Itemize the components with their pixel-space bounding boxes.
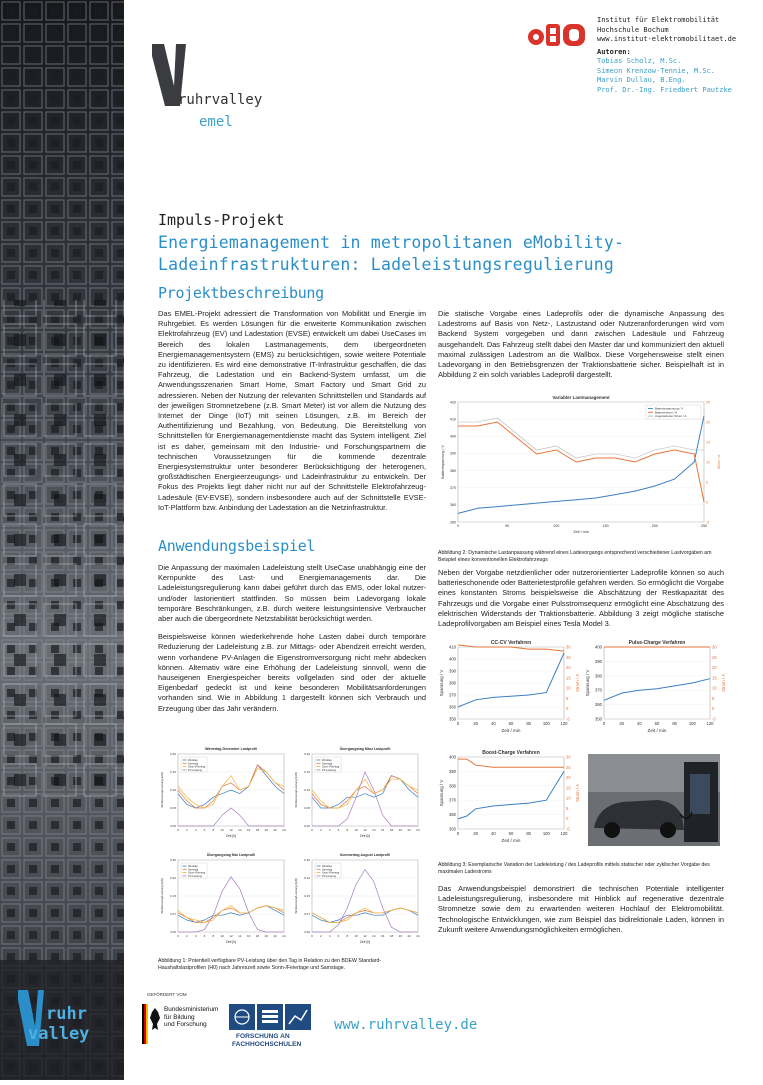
- heading-anwendungsbeispiel: Anwendungsbeispiel: [158, 537, 316, 555]
- x-tick-label: 100: [688, 721, 696, 726]
- y2-tick-label: 15: [566, 675, 571, 681]
- anwendung-text-1: Die Anpassung der maximalen Ladeleistung stellt UseCase unabhängig eine der Kernpunkte des Last- und Energiemanagements dar. Die Ladeleistungsregulierung kann dabei geführt durch das EMS, oder lokal nutzer- und/oder lastorientiert stattfinden. So müssen beim Ladevorgang lokale temporäre Beschränkungen, z.B. durch weitere leistungsintensive Verbraucher aber auch die übergeordnete Netzstabilität berücksichtigt werden.: [158, 563, 426, 624]
- x-tick-label: 8: [212, 934, 215, 938]
- legend: [181, 757, 207, 772]
- y-tick-label: 0.00: [170, 824, 176, 829]
- x-tick-label: 14: [372, 934, 376, 938]
- x-tick-label: 10: [354, 934, 358, 938]
- legend-entry: Sonn-/Feiertag: [322, 871, 340, 875]
- y-tick-label: 380: [449, 680, 456, 686]
- y-tick-label: 0.15: [170, 894, 176, 899]
- x-tick-label: 6: [203, 934, 206, 938]
- x-tick-label: 24: [282, 828, 286, 832]
- right-paragraph-2: Neben der Vorgabe netzdienlicher oder nutzerorientierter Ladeprofile können so auch batterieschonende oder Batterietestprofile gefahren werden. So ermöglicht die Vorgabe eines konstanten Stroms beispielsweise die Abschätzung der Restkapazität des Fahrzeugs und die Vorgabe einer Pulsstromsequenz ermöglicht eine Abschätzung des elektrischen Widerstands der Traktionsbatterie. Abbildung 3 zeigt mögliche statische Ladeprofilvorgaben am Beispiel eines Tesla Model 3.: [438, 568, 724, 629]
- y-tick-label: 0.30: [170, 858, 176, 863]
- x-tick-label: 250: [701, 524, 707, 528]
- x-tick-label: 0: [602, 721, 606, 726]
- ebo-logo-icon: [527, 20, 589, 48]
- y-tick-label: 380: [595, 673, 602, 679]
- x-tick-label: 8: [212, 828, 215, 832]
- figure-1-charts: [158, 742, 426, 954]
- x-tick-label: 2: [185, 828, 188, 832]
- legend-entry: PV-Leistung: [188, 768, 202, 772]
- x-tick-label: 14: [238, 934, 242, 938]
- y-tick-label: 0.15: [170, 770, 176, 775]
- photo-screen: [690, 774, 710, 814]
- x-tick-label: 16: [380, 934, 385, 938]
- y2-tick-label: 5: [566, 695, 569, 701]
- x-tick-label: 10: [354, 828, 358, 832]
- bmbf-line2: für Bildung: [164, 1013, 195, 1021]
- x-tick-label: 60: [508, 831, 514, 836]
- y-tick-label: 0.00: [304, 930, 310, 935]
- legend-entry: Werktag: [322, 759, 332, 762]
- author-4: Prof. Dr.-Ing. Friedbert Pautzke: [597, 85, 732, 94]
- chart-title: Sommertag August Lastprofil: [339, 853, 391, 857]
- y-tick-label: 0.07: [304, 912, 310, 917]
- chart-title: Wintertag Dezember Lastprofil: [204, 747, 258, 751]
- x-tick-label: 60: [654, 721, 660, 726]
- fh-logo: [229, 1004, 319, 1050]
- y2-tick-label: 10: [706, 460, 710, 465]
- y2-tick-label: 0: [566, 816, 569, 822]
- title-kicker: Impuls-Projekt: [158, 211, 285, 229]
- author-2: Simeon Krenzow-Tennie, M.Sc.: [597, 66, 716, 75]
- y-tick-label: 0.05: [304, 806, 310, 811]
- x-tick-label: 0: [177, 828, 179, 832]
- x-tick-label: 8: [346, 934, 349, 938]
- x-tick-label: 14: [238, 828, 242, 832]
- figure-3: [438, 638, 724, 860]
- x-tick-label: 0: [457, 524, 459, 528]
- heading-projektbeschreibung: Projektbeschreibung: [158, 284, 324, 302]
- photo-car-wheel: [660, 822, 676, 838]
- x-tick-label: 24: [416, 934, 420, 938]
- x-tick-label: 60: [508, 721, 514, 726]
- legend-entry: Werktag: [188, 865, 198, 868]
- x-tick-label: 2: [185, 934, 188, 938]
- legend-entry: Batteriespannung / V: [655, 406, 684, 411]
- legend-entry: Batteriestrom / A: [655, 410, 678, 415]
- x-tick-label: 22: [407, 828, 411, 832]
- footer-url[interactable]: www.ruhrvalley.de: [334, 1017, 478, 1033]
- legend-entry: Angeforderter Strom / A: [655, 414, 687, 419]
- y-tick-label: 420: [450, 400, 456, 405]
- y2-tick-label: -5: [706, 520, 710, 525]
- y-tick-label: 390: [595, 658, 602, 664]
- y-tick-label: 350: [449, 716, 456, 722]
- x-tick-label: 80: [526, 721, 532, 726]
- y2-tick-label: 20: [566, 775, 571, 781]
- fh-line1: FORSCHUNG AN: [236, 1033, 290, 1040]
- y-tick-label: 360: [450, 503, 456, 508]
- y-tick-label: 350: [450, 520, 456, 525]
- y-tick-label: 370: [449, 692, 456, 698]
- x-tick-label: 6: [337, 934, 340, 938]
- y-tick-label: 0.20: [304, 752, 310, 757]
- legend-entry: Samstag: [322, 868, 333, 872]
- y-tick-label: 0.10: [170, 788, 176, 793]
- y-tick-label: 370: [450, 486, 456, 491]
- x-tick-label: 4: [194, 828, 197, 832]
- y2-tick-label: 20: [712, 665, 717, 671]
- y-tick-label: 360: [449, 704, 456, 710]
- anwendung-text-2: Beispielsweise können wiederkehrende hohe Lasten dabei durch temporäre Reduzierung der Ladeleistung z.B. zur Mittags- oder Abendzeit erreicht werden, wenn vorhandene PV-Anlagen die Eigenstromversorgung nicht mehr abdecken können. Alternativ wäre eine Erhöhung der Ladeleistung sinnvoll, wenn die hauseigenen Energiespeicher bereits vollgeladen sind oder der aktuelle Eigenbedarf gedeckt ist und keine besonderen Mobilitätsanforderungen vorhanden sind. Wie in Abbildung 1 dargestellt können sich Verbrauch und Erzeugung über das Jahr verändern.: [158, 632, 426, 713]
- y2-axis-label: Strom / A: [721, 673, 726, 693]
- y-tick-label: 390: [449, 768, 456, 774]
- figure-3-caption: Abbildung 3: Exemplarische Variation der Ladeleistung / des Ladeprofils mittels statischer oder zyklischer Vorgabe des maximalen Ladestroms: [438, 862, 710, 875]
- y-tick-label: 400: [449, 754, 456, 760]
- figure-2: [438, 392, 724, 547]
- legend: [315, 757, 341, 772]
- right-paragraph-3: Das Anwendungsbeispiel demonstriert die technischen Potentiale intelligenter Ladeleistungsregulierung, insbesondere mit Hinblick auf regenerative dezentrale Stromnetze sowie dem zu erwartenden weiteren Hochlauf der Elektromobilität. Technologische Entwicklungen, wie zum Beispiel das bidirektionale Laden, können in Zukunft weitere Anwendungsmöglichkeiten ermöglichen.: [438, 884, 724, 934]
- legend-entry: Samstag: [188, 762, 199, 766]
- x-tick-label: 18: [389, 828, 394, 832]
- panel-chart-1: [439, 640, 580, 733]
- chart-title: Übergangstag März Lastprofil: [339, 747, 391, 751]
- legend: [315, 863, 341, 878]
- legend: [181, 863, 207, 878]
- x-tick-label: 20: [398, 828, 403, 832]
- x-tick-label: 0: [311, 828, 313, 832]
- photo-car-wheel: [604, 822, 620, 838]
- x-tick-label: 16: [380, 828, 385, 832]
- logo-sub-text: emel: [199, 114, 233, 130]
- legend-entry: PV-Leistung: [188, 874, 202, 878]
- x-axis-label: Zeit / min: [647, 728, 667, 733]
- x-tick-label: 18: [255, 828, 260, 832]
- y-tick-label: 370: [595, 687, 602, 693]
- y-tick-label: 0.22: [170, 876, 176, 881]
- x-tick-label: 200: [651, 524, 658, 528]
- y2-axis-label: Strom / A: [575, 783, 580, 803]
- logo-brand-text: ruhrvalley: [178, 92, 263, 108]
- legend-entry: PV-Leistung: [322, 874, 336, 878]
- y-axis-label: Spannung / V: [439, 669, 444, 697]
- x-axis-label: Zeit / min: [573, 530, 589, 534]
- x-tick-label: 40: [636, 721, 642, 726]
- y2-tick-label: 30: [566, 754, 571, 760]
- x-tick-label: 24: [282, 934, 286, 938]
- page-title: [158, 232, 624, 276]
- chart-title: CC-CV Verfahren: [490, 640, 532, 646]
- x-tick-label: 100: [553, 524, 560, 528]
- y-tick-label: 0.05: [170, 806, 176, 811]
- x-tick-label: 20: [264, 828, 269, 832]
- x-tick-label: 22: [273, 828, 277, 832]
- legend: [646, 405, 701, 419]
- y2-tick-label: 5: [566, 805, 569, 811]
- y-tick-label: 0.15: [304, 770, 310, 775]
- y-axis-label: Spannung / V: [439, 779, 444, 807]
- x-tick-label: 80: [672, 721, 678, 726]
- y2-axis-label: Strom / A: [717, 454, 721, 470]
- x-tick-label: 0: [456, 721, 460, 726]
- y2-tick-label: 0: [566, 706, 569, 712]
- ebo-logo: [527, 20, 589, 48]
- y-tick-label: 380: [450, 468, 456, 473]
- fh-logo-icons: [229, 1004, 313, 1032]
- x-tick-label: 10: [220, 934, 224, 938]
- x-tick-label: 120: [560, 831, 568, 836]
- y-tick-label: 400: [450, 434, 456, 439]
- x-tick-label: 2: [319, 828, 322, 832]
- legend-entry: Werktag: [322, 865, 332, 868]
- y-tick-label: 400: [595, 644, 602, 650]
- y-tick-label: 410: [450, 417, 456, 422]
- abstract-pattern-image: [0, 0, 124, 1080]
- x-tick-label: 100: [542, 721, 550, 726]
- legend-entry: Sonn-/Feiertag: [188, 765, 206, 769]
- x-tick-label: 80: [526, 831, 532, 836]
- y2-tick-label: 15: [566, 785, 571, 791]
- x-tick-label: 50: [505, 524, 510, 528]
- sidebar-logo-line1: ruhr: [46, 1004, 87, 1024]
- y-tick-label: 350: [595, 716, 602, 722]
- y2-tick-label: 30: [712, 644, 717, 650]
- y-tick-label: 400: [449, 656, 456, 662]
- y-axis-label: Wirkleistung/Leistung [kW]: [160, 878, 164, 914]
- x-tick-label: 22: [273, 934, 277, 938]
- y2-tick-label: 15: [706, 440, 710, 445]
- x-tick-label: 12: [363, 828, 367, 832]
- legend-entry: Samstag: [188, 868, 199, 872]
- x-tick-label: 14: [372, 828, 376, 832]
- y2-tick-label: 0: [712, 706, 715, 712]
- institute-line2: Hochschule Bochum: [597, 25, 669, 34]
- y2-tick-label: 10: [712, 685, 717, 691]
- small-chart-1: [160, 747, 286, 838]
- projekt-paragraph: [158, 309, 426, 521]
- x-tick-label: 18: [389, 934, 394, 938]
- x-tick-label: 24: [416, 828, 420, 832]
- y-tick-label: 350: [449, 826, 456, 832]
- y2-tick-label: 10: [566, 795, 571, 801]
- x-axis-label: Zeit [h]: [225, 834, 237, 838]
- chart-title: Pulse-Charge Verfahren: [628, 640, 686, 646]
- x-tick-label: 120: [560, 721, 568, 726]
- x-tick-label: 40: [490, 831, 496, 836]
- y2-tick-label: 5: [712, 695, 715, 701]
- y2-tick-label: 30: [566, 644, 571, 650]
- x-tick-label: 12: [229, 828, 233, 832]
- y-tick-label: 410: [449, 644, 456, 650]
- y-tick-label: 0.20: [170, 752, 176, 757]
- x-tick-label: 16: [246, 828, 251, 832]
- sidebar-decoration: [0, 0, 124, 1080]
- y2-tick-label: 20: [566, 665, 571, 671]
- x-tick-label: 22: [407, 934, 411, 938]
- bmbf-logo: [140, 1004, 220, 1050]
- y-tick-label: 0.00: [304, 824, 310, 829]
- x-tick-label: 20: [264, 934, 269, 938]
- y2-tick-label: 25: [712, 654, 717, 660]
- y-axis-label: Batteriespannung / V: [441, 445, 445, 479]
- y2-axis-label: Strom / A: [575, 673, 580, 693]
- y2-tick-label: -5: [712, 716, 716, 722]
- x-tick-label: 10: [220, 828, 224, 832]
- eagle-icon: [140, 1004, 162, 1044]
- legend-entry: Sonn-/Feiertag: [188, 871, 206, 875]
- x-tick-label: 12: [229, 934, 233, 938]
- sidebar-ruhrvalley-logo: [18, 990, 118, 1060]
- title-line2: Ladeinfrastrukturen: Ladeleistungsregulierung: [158, 255, 615, 274]
- x-tick-label: 8: [346, 828, 349, 832]
- y2-tick-label: 25: [566, 764, 571, 770]
- x-tick-label: 100: [542, 831, 550, 836]
- y-tick-label: 0.10: [304, 788, 310, 793]
- figure-1: [158, 742, 426, 954]
- small-chart-2: [294, 746, 420, 838]
- x-tick-label: 6: [337, 828, 340, 832]
- bmbf-line1: Bundesministerium: [164, 1006, 219, 1013]
- y-tick-label: 0.00: [170, 930, 176, 935]
- y-tick-label: 0.22: [304, 876, 310, 881]
- small-chart-4: [294, 853, 420, 944]
- chart-title: Übergangstag Mai Lastprofil: [206, 853, 256, 857]
- ruhrvalley-emel-logo: [152, 44, 302, 134]
- x-tick-label: 20: [619, 721, 625, 726]
- y-tick-label: 0.15: [304, 894, 310, 899]
- y-tick-label: 360: [595, 702, 602, 708]
- right-paragraph-1: Die statische Vorgabe eines Ladeprofils oder die dynamische Anpassung des Ladestroms auf Basis von Netz-, Lastzustand oder Nutzeranforderungen wird vom Backend System vorgegeben und dann zwischen Ladesäule und Fahrzeug ausgehandelt. Das Fahrzeug stellt dabei den Master dar und kommuniziert den aktuell maximal zulässigen Ladestrom an die Wallbox. Diese Vorgehensweise stellt einen Ladevorgang in den Betriebsgrenzen der Traktionsbatterie sicher. Beispielhaft ist in Abbildung 2 ein solch variables Ladeprofil dargestellt.: [438, 309, 724, 380]
- y2-tick-label: 0: [706, 500, 708, 505]
- x-tick-label: 120: [706, 721, 714, 726]
- x-tick-label: 2: [319, 934, 322, 938]
- x-tick-label: 18: [255, 934, 260, 938]
- plot-area: [458, 402, 704, 522]
- chart-title: Boost-Charge Verfahren: [482, 750, 540, 756]
- x-tick-label: 12: [363, 934, 367, 938]
- x-tick-label: 4: [328, 828, 331, 832]
- x-axis-label: Zeit / min: [501, 728, 521, 733]
- x-tick-label: 0: [311, 934, 313, 938]
- y2-tick-label: -5: [566, 826, 570, 832]
- y2-tick-label: 25: [706, 400, 710, 405]
- panel-chart-3: [439, 750, 580, 843]
- sidebar-logo-line2: valley: [28, 1024, 90, 1044]
- author-3: Marvin Dullau, B.Eng.: [597, 76, 686, 84]
- bmbf-line3: und Forschung: [164, 1021, 207, 1029]
- panel-chart-2: [585, 640, 726, 733]
- figure-3-charts: [438, 638, 724, 860]
- y-tick-label: 390: [449, 668, 456, 674]
- car-charging-photo: [588, 754, 720, 846]
- y-tick-label: 390: [450, 451, 456, 456]
- funded-by-label: GEFÖRDERT VOM: [147, 992, 187, 997]
- y2-tick-label: 5: [706, 480, 708, 485]
- x-axis-label: Zeit [h]: [359, 940, 371, 944]
- x-tick-label: 16: [246, 934, 251, 938]
- authors-heading: Autoren:: [597, 47, 631, 56]
- figure-1-caption: Abbildung 1: Potentiell verfügbare PV-Leistung über den Tag in Relation zu den BDEW Standard-Haushaltslastprofilen (H0) nach Jahreszeit sowie Sonn-/Feiertage und Samstage.: [158, 958, 382, 971]
- y-tick-label: 360: [449, 812, 456, 818]
- x-axis-label: Zeit / min: [501, 838, 521, 843]
- y-tick-label: 370: [449, 797, 456, 803]
- x-tick-label: 20: [398, 934, 403, 938]
- x-tick-label: 4: [194, 934, 197, 938]
- y2-tick-label: 20: [706, 420, 710, 425]
- x-tick-label: 40: [490, 721, 496, 726]
- y-tick-label: 0.30: [304, 858, 310, 863]
- small-chart-3: [160, 852, 286, 944]
- x-axis-label: Zeit [h]: [359, 834, 371, 838]
- y2-tick-label: -5: [566, 716, 570, 722]
- y-axis-label: Wirkleistung/Leistung [kW]: [294, 772, 298, 808]
- x-tick-label: 4: [328, 934, 331, 938]
- institute-line1: Institut für Elektromobilität: [597, 16, 720, 24]
- x-axis-label: Zeit [h]: [225, 940, 237, 944]
- x-tick-label: 20: [473, 831, 479, 836]
- y2-tick-label: 15: [712, 675, 717, 681]
- author-1: Tobias Scholz, M.Sc.: [597, 57, 682, 65]
- y2-tick-label: 25: [566, 654, 571, 660]
- figure-2-chart: [438, 392, 724, 547]
- y2-tick-label: 10: [566, 685, 571, 691]
- legend-entry: Sonn-/Feiertag: [322, 765, 340, 769]
- x-tick-label: 150: [602, 524, 609, 528]
- x-tick-label: 0: [456, 831, 460, 836]
- y-axis-label: Wirkleistung/Leistung [kW]: [294, 878, 298, 914]
- legend-entry: Samstag: [322, 762, 333, 766]
- x-tick-label: 6: [203, 828, 206, 832]
- fh-line2: FACHHOCHSCHULEN: [232, 1040, 302, 1048]
- chart-title: Variabler Lastmanagement: [552, 395, 610, 400]
- y-axis-label: Spannung / V: [585, 669, 590, 697]
- figure-2-caption: Abbildung 2: Dynamische Lastanpassung während eines Ladevorgangs entsprechend verschiedener Lastvorgaben am Beispiel eines konventionellen Elektrofahrzeugs: [438, 550, 712, 563]
- x-tick-label: 0: [177, 934, 179, 938]
- y-tick-label: 0.07: [170, 912, 176, 917]
- title-line1: Energiemanagement in metropolitanen eMobility-: [158, 233, 625, 252]
- legend-entry: Werktag: [188, 759, 198, 762]
- institute-line3: www.institut-elektromobilitaet.de: [597, 35, 737, 43]
- y-axis-label: Wirkleistung/Leistung [kW]: [160, 772, 164, 808]
- anwendung-paragraphs: [158, 563, 426, 722]
- legend-entry: PV-Leistung: [322, 768, 336, 772]
- x-tick-label: 20: [473, 721, 479, 726]
- institute-block: [597, 16, 736, 95]
- y-tick-label: 380: [449, 783, 456, 789]
- projekt-text: Das EMEL-Projekt adressiert die Transformation von Mobilität und Energie im Ruhrgebiet. Es werden Lösungen für die erweiterte Kommunikation zwischen Elektrofahrzeug (EV) und Ladestation (EVSE) entwickelt um dabei UseCases im Bereich des lokalen Lastmanagements, dem übergeordneten Energiemanagementsystem (EMS) zu berücksichtigen, sowie weitere Potentiale zu identifizieren. Es wird eine demonstrative IT-Infrastruktur geschaffen, die das Fahrzeug, die Ladestation und ein Backend-System umfasst, um die Anwendungsszenarien Smart Home, Smart Factory und Smart Grid zu adressieren. Neben der Nutzung der relevanten Schnittstellen und Standards auf der jeweiligen Stromnetzebene (z.B. Smart Meter) ist vor allem die Nutzung des Internet der Dinge (IoT) mit seinen Lösungen, z.B. im Bereich der Authentifizierung und Bezahlung, von Bedeutung. Die Bereitstellung von Schnittstellen für Energiemanagementdienste macht das System intelligent. Ziel ist es daher, gemeinsam mit den Industrie- und Forschungspartnern die technischen Voraussetzungen für die kommende dezentrale Energiesystemstruktur unter besonderer Berücksichtigung der heterogenen, großstädtischen Energieerzeugungs- und Ladeinfrastruktur zu entwickeln. Der Fokus des Projekts liegt daher nicht nur auf der Schnittstelle Elektrofahrzeug-Ladesäule (EV-EVSE), sondern insbesondere auch auf der Schnittstelle EVSE-IoT-Plattform bzw. Anbindung der Ladestation an die Netzinfrastruktur.: [158, 309, 426, 512]
